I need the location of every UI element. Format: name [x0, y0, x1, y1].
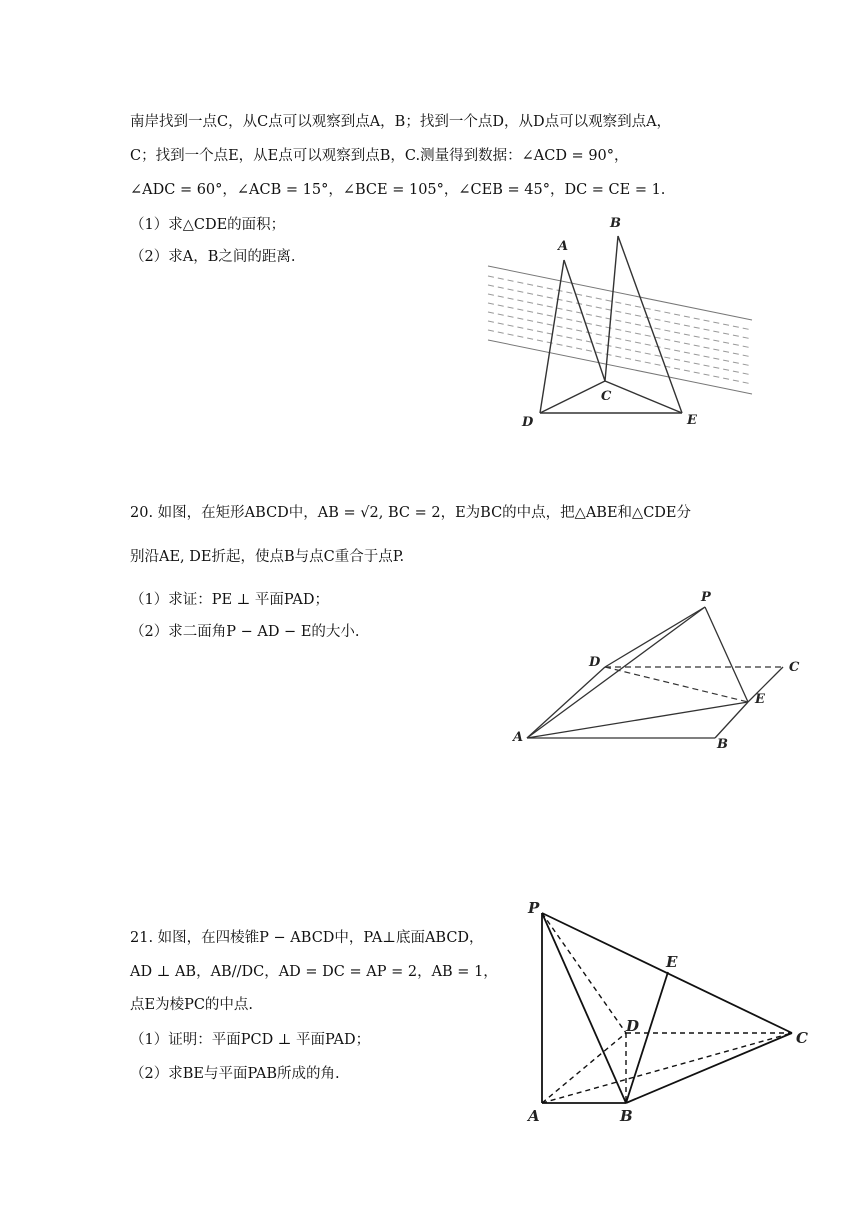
segment-be [618, 236, 682, 413]
p19-line-1: 南岸找到一点C，从C点可以观察到点A，B；找到一个点D，从D点可以观察到点A， [130, 114, 672, 130]
p21-question-2: （2）求BE与平面PAB所成的角. [130, 1066, 340, 1082]
label-e: E [687, 413, 697, 428]
p19-figure [480, 210, 780, 440]
segment-bc [605, 236, 618, 381]
label-b: B [717, 737, 728, 752]
p20-figure [505, 585, 815, 765]
p19-line-2: C；找到一个点E，从E点可以观察到点B，C.测量得到数据：∠ACD = 90°， [130, 148, 629, 164]
segment-pb [542, 913, 626, 1103]
label-a: A [558, 239, 569, 254]
label-c: C [796, 1029, 808, 1047]
river-lines [488, 276, 752, 384]
segment-ce [605, 381, 682, 413]
p21-question-1: （1）证明：平面PCD ⊥ 平面PAD； [130, 1032, 371, 1048]
p19-question-1: （1）求△CDE的面积； [130, 217, 286, 233]
segment-be [715, 702, 748, 738]
label-b: B [610, 216, 621, 231]
p19-question-2: （2）求A，B之间的距离. [130, 249, 296, 265]
p20-question-1: （1）求证：PE ⊥ 平面PAD； [130, 592, 329, 608]
label-d: D [522, 415, 534, 430]
label-d: D [626, 1017, 640, 1035]
label-c: C [789, 660, 800, 675]
p21-line-3: 点E为棱PC的中点. [130, 997, 254, 1013]
label-c: C [601, 389, 612, 404]
segment-bc [626, 1033, 792, 1103]
label-d: D [589, 655, 601, 670]
label-p: P [701, 590, 711, 605]
segment-ad [540, 260, 564, 413]
label-p: P [528, 899, 540, 917]
p21-line-2: AD ⊥ AB，AB//DC，AD = DC = AP = 2，AB = 1， [130, 964, 498, 980]
p20-line-1: 20. 如图，在矩形ABCD中，AB = √2, BC = 2，E为BC的中点，把△ABE和△CDE分 [130, 505, 691, 521]
p21-line-1: 21. 如图，在四棱锥P − ABCD中，PA⊥底面ABCD， [130, 930, 484, 946]
label-a: A [528, 1107, 540, 1125]
segment-dc [540, 381, 605, 413]
p20-line-2: 别沿AE, DE折起，使点B与点C重合于点P. [130, 549, 405, 565]
segment-pd [542, 913, 626, 1033]
p20-question-2: （2）求二面角P − AD − E的大小. [130, 624, 360, 640]
segment-ap [527, 607, 705, 738]
label-e: E [755, 692, 765, 707]
segment-ac [564, 260, 605, 381]
p21-figure [520, 895, 820, 1135]
segment-de [605, 667, 748, 702]
segment-dp [605, 607, 705, 667]
p19-line-3: ∠ADC = 60°，∠ACB = 15°，∠BCE = 105°，∠CEB = 45°，DC = CE = 1. [130, 182, 666, 198]
segment-be [626, 972, 668, 1103]
segment-ad [542, 1033, 626, 1103]
label-a: A [513, 730, 524, 745]
segment-pe [705, 607, 748, 702]
label-b: B [620, 1107, 633, 1125]
segment-ac [542, 1033, 792, 1103]
segment-ec [748, 667, 783, 702]
label-e: E [666, 953, 678, 971]
